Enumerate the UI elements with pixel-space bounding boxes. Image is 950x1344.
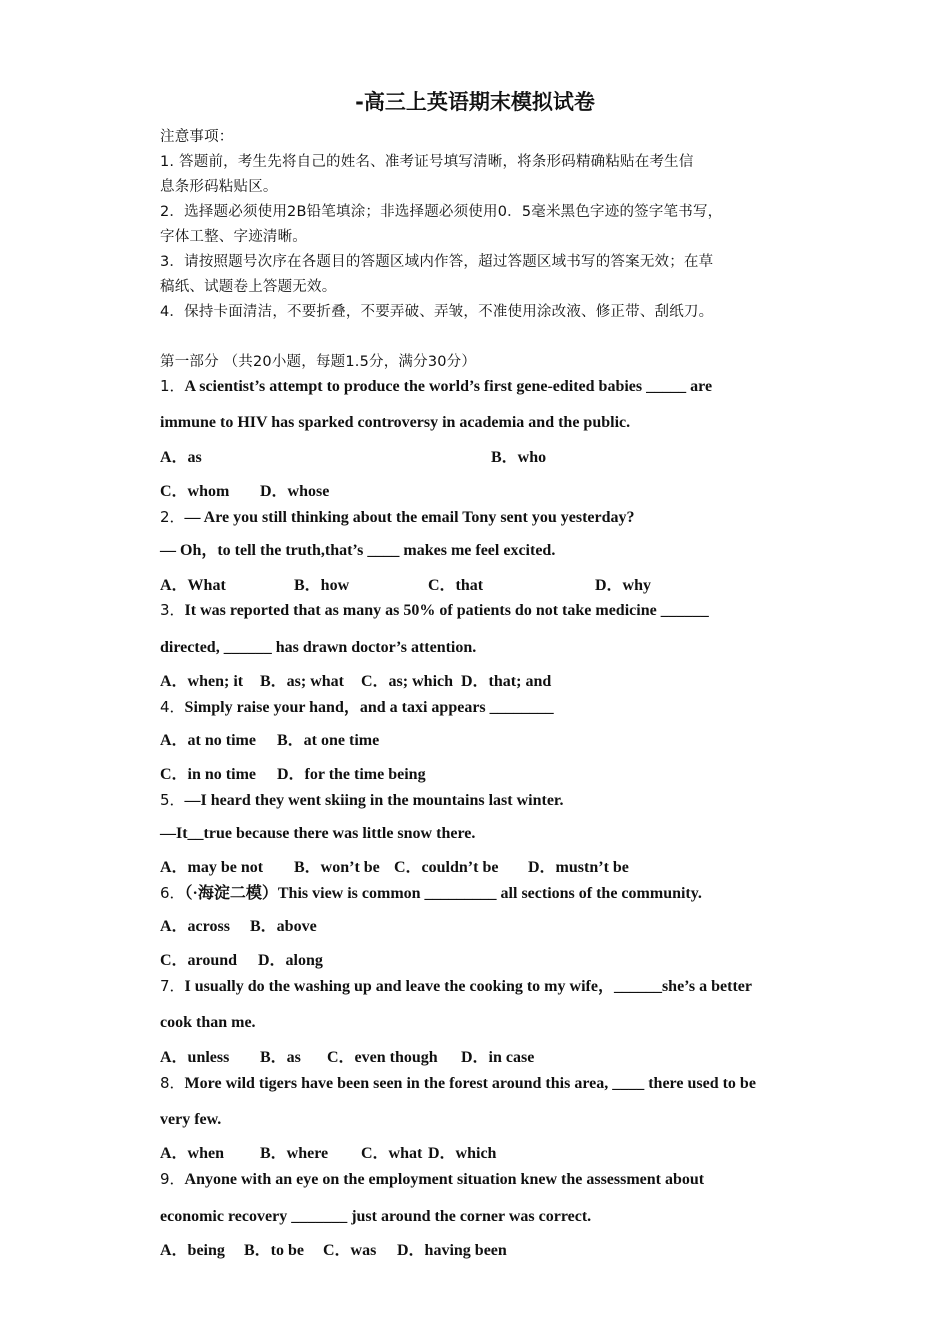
question-text: directed, ______ has drawn doctor’s attention. [160, 639, 477, 656]
question-text: —I heard they went skiing in the mountains last winter. [184, 792, 564, 809]
notice-line: 2．选择题必须使用2B铅笔填涂；非选择题必须使用0．5毫米黑色字迹的签字笔书写， [160, 204, 723, 220]
question-number: 5． [160, 791, 185, 809]
notice-line: 1. 答题前，考生先将自己的姓名、准考证号填写清晰，将条形码精确粘贴在考生信 [160, 154, 694, 170]
question-number: 8． [160, 1074, 185, 1092]
question-number: 4． [160, 698, 185, 716]
question-text: cook than me. [160, 1014, 256, 1031]
option-b[interactable]: B．who [491, 449, 547, 466]
option-a[interactable]: A．unless [160, 1049, 230, 1066]
option-d[interactable]: D．which [428, 1145, 497, 1162]
option-d[interactable]: D．mustn’t be [528, 859, 629, 876]
option-a[interactable]: A．at no time [160, 732, 256, 749]
option-c[interactable]: C．what [361, 1145, 423, 1162]
option-b[interactable]: B．how [294, 577, 350, 594]
option-c[interactable]: C．around [160, 952, 238, 969]
option-b[interactable]: B．as; what [260, 673, 345, 690]
question-text: More wild tigers have been seen in the forest around this area, ____ there used to be [184, 1075, 756, 1092]
option-a[interactable]: A．when [160, 1145, 225, 1162]
question-text: immune to HIV has sparked controversy in academia and the public. [160, 414, 631, 431]
question-text: Anyone with an eye on the employment situation knew the assessment about [184, 1171, 705, 1188]
question-text: （·海淀二模）This view is common _________ all sections of the community. [184, 885, 702, 902]
question-text: very few. [160, 1111, 222, 1128]
option-b[interactable]: B．as [260, 1049, 301, 1066]
option-d[interactable]: D．that; and [461, 673, 552, 690]
option-b[interactable]: B．at one time [277, 732, 380, 749]
question-number: 6． [160, 884, 185, 902]
option-c[interactable]: C．in no time [160, 766, 257, 783]
question-text: Simply raise your hand，and a taxi appears ________ [184, 699, 554, 716]
option-c[interactable]: C．was [323, 1242, 377, 1259]
option-d[interactable]: D．along [258, 952, 323, 969]
page-title: -高三上英语期末模拟试卷 [355, 90, 595, 114]
option-a[interactable]: A．when; it [160, 673, 244, 690]
question-number: 9． [160, 1170, 185, 1188]
question-text: — Oh，to tell the truth,that’s ____ makes me feel excited. [160, 542, 556, 559]
option-a[interactable]: A．What [160, 577, 226, 594]
option-c[interactable]: C．whom [160, 483, 230, 500]
option-a[interactable]: A．across [160, 918, 230, 935]
notice-heading: 注意事项： [160, 129, 234, 145]
question-number: 3． [160, 601, 185, 619]
option-d[interactable]: D．in case [461, 1049, 535, 1066]
question-text: —It__true because there was little snow there. [160, 825, 476, 842]
notice-line: 3．请按照题号次序在各题目的答题区域内作答，超过答题区域书写的答案无效；在草 [160, 254, 714, 270]
option-c[interactable]: C．even though [327, 1049, 438, 1066]
option-b[interactable]: B．where [260, 1145, 329, 1162]
option-b[interactable]: B．to be [244, 1242, 305, 1259]
question-text: I usually do the washing up and leave the cooking to my wife，______she’s a better [184, 978, 752, 995]
option-d[interactable]: D．for the time being [277, 766, 426, 783]
notice-line: 息条形码粘贴区。 [160, 179, 278, 195]
question-text: — Are you still thinking about the email Tony sent you yesterday? [184, 509, 635, 526]
option-a[interactable]: A．being [160, 1242, 225, 1259]
option-c[interactable]: C．as; which [361, 673, 454, 690]
option-a[interactable]: A．as [160, 449, 202, 466]
option-c[interactable]: C．couldn’t be [394, 859, 499, 876]
option-c[interactable]: C．that [428, 577, 484, 594]
option-d[interactable]: D．having been [397, 1242, 507, 1259]
section-heading: 第一部分 （共20小题，每题1.5分，满分30分） [160, 354, 477, 370]
option-b[interactable]: B．won’t be [294, 859, 380, 876]
notice-line: 4．保持卡面清洁，不要折叠，不要弄破、弄皱，不准使用涂改液、修正带、刮纸刀。 [160, 304, 714, 320]
question-number: 2． [160, 508, 185, 526]
option-d[interactable]: D．why [595, 577, 652, 594]
question-text: It was reported that as many as 50% of patients do not take medicine ______ [184, 602, 709, 619]
question-number: 1． [160, 377, 185, 395]
question-number: 7． [160, 977, 185, 995]
question-text: A scientist’s attempt to produce the world’s first gene-edited babies _____ are [184, 378, 713, 395]
option-b[interactable]: B．above [250, 918, 317, 935]
option-d[interactable]: D．whose [260, 483, 330, 500]
option-a[interactable]: A．may be not [160, 859, 264, 876]
notice-line: 字体工整、字迹清晰。 [160, 229, 307, 245]
notice-line: 稿纸、试题卷上答题无效。 [160, 279, 337, 295]
question-text: economic recovery _______ just around the corner was correct. [160, 1208, 592, 1225]
